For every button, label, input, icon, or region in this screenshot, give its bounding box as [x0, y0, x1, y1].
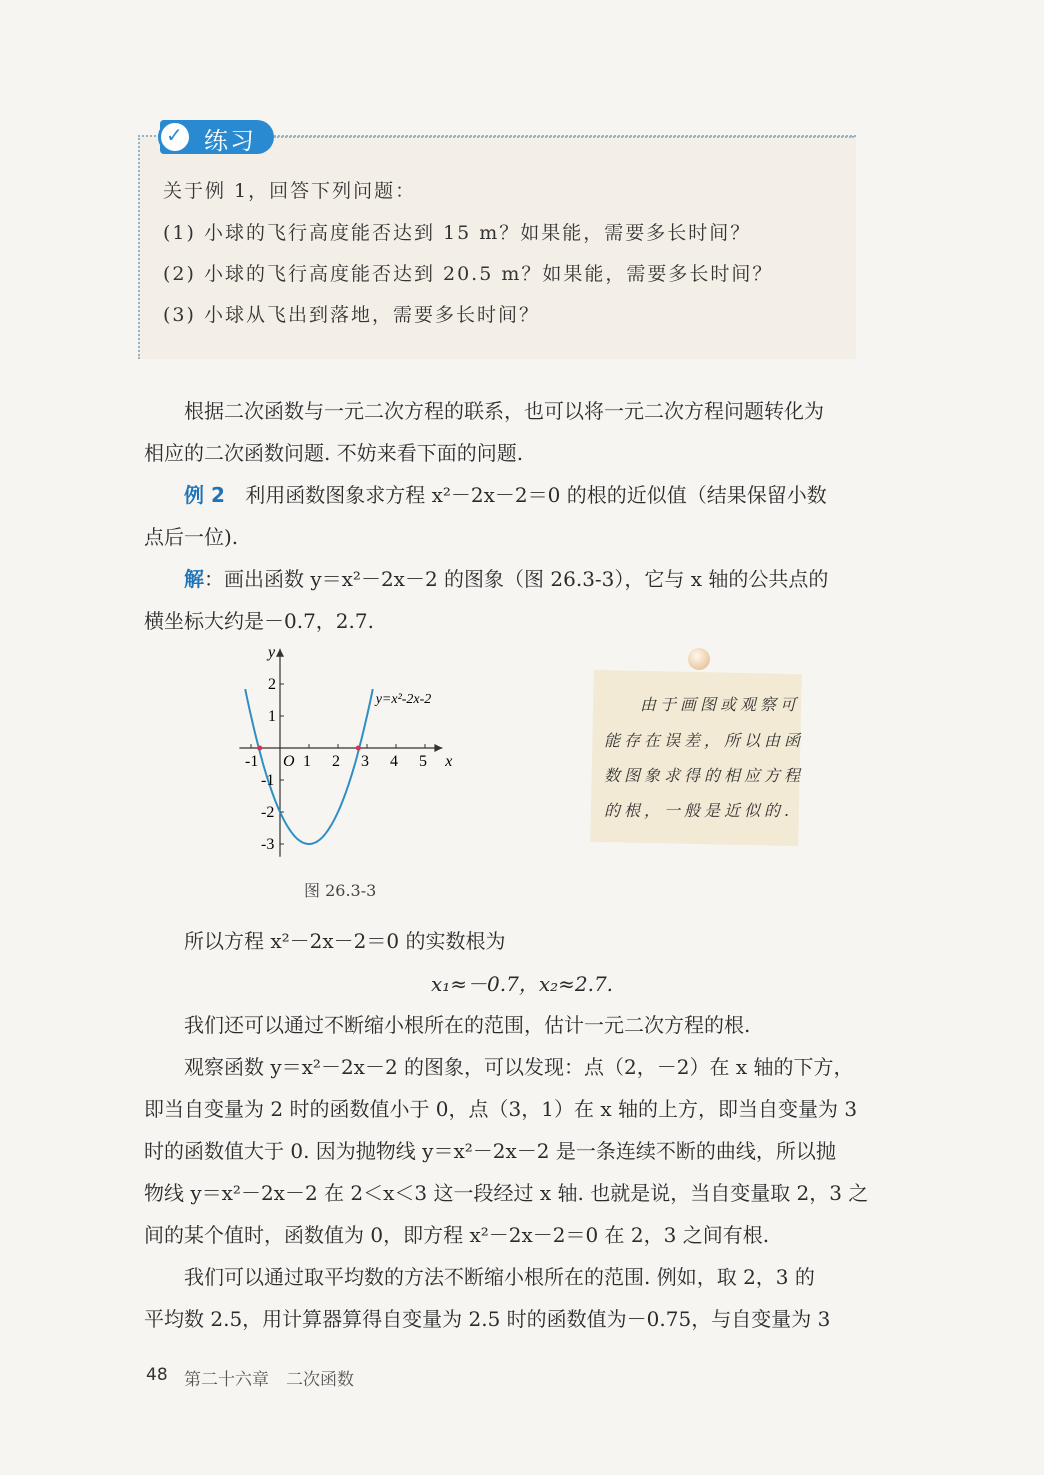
y-axis-label: y: [268, 643, 276, 661]
paragraph-5a: 我们可以通过取平均数的方法不断缩小根所在的范围. 例如，取 2，3 的: [184, 1265, 815, 1289]
figure-caption: 图 26.3-3: [304, 881, 377, 900]
solution-line-b: 横坐标大约是－0.7，2.7.: [144, 609, 374, 633]
paragraph-4b: 即当自变量为 2 时的函数值小于 0，点（3，1）在 x 轴的上方，即当自变量为 3: [144, 1097, 858, 1121]
exercise-title: 练习: [204, 127, 256, 155]
example-2-line-a: [144, 474, 898, 516]
x-tick-label: 5: [419, 753, 427, 770]
x-tick-label: 2: [332, 753, 340, 770]
pin-icon: [688, 648, 710, 670]
y-tick-label: -2: [261, 804, 275, 821]
parabola-graph: [220, 636, 460, 866]
paragraph-4a: 观察函数 y＝x²－2x－2 的图象，可以发现：点（2，－2）在 x 轴的下方，: [184, 1055, 854, 1079]
example-2-text-a: 利用函数图象求方程 x²－2x－2＝0 的根的近似值（结果保留小数: [245, 483, 827, 507]
paragraph-1b: 相应的二次函数问题. 不妨来看下面的问题.: [144, 441, 524, 465]
x-tick-label: 4: [390, 753, 398, 770]
x-tick-label: 3: [361, 753, 369, 770]
chapter-title: 第二十六章 二次函数: [184, 1370, 354, 1390]
y-tick-label: 1: [268, 708, 276, 725]
note-line-2: 能存在误差，所以由函: [604, 731, 805, 750]
exercise-question-2: (2) 小球的飞行高度能否达到 20.5 m？如果能，需要多长时间？: [163, 263, 774, 285]
y-tick-label: -1: [261, 772, 275, 789]
note-line-3: 数图象求得的相应方程: [604, 766, 805, 785]
origin-label: O: [283, 753, 295, 770]
y-tick-label: -3: [261, 836, 275, 853]
curve-label: y=x²-2x-2: [375, 692, 432, 708]
exercise-question-3: (3) 小球从飞出到落地，需要多长时间？: [163, 304, 540, 326]
roots-formula: x₁≈－0.7，x₂≈2.7.: [430, 972, 614, 996]
root-point: [356, 746, 361, 751]
exercise-question-1: (1) 小球的飞行高度能否达到 15 m？如果能，需要多长时间？: [163, 222, 752, 244]
y-tick-label: 2: [268, 676, 276, 693]
check-icon: ✓: [166, 123, 183, 147]
x-tick-label: 1: [303, 753, 311, 770]
paragraph-5b: 平均数 2.5，用计算器算得自变量为 2.5 时的函数值为－0.75，与自变量为 3: [144, 1307, 831, 1331]
paragraph-2: 所以方程 x²－2x－2＝0 的实数根为: [184, 929, 506, 953]
paragraph-4d: 物线 y＝x²－2x－2 在 2＜x＜3 这一段经过 x 轴. 也就是说，当自变量取 2，3 之: [144, 1181, 869, 1205]
x-axis-label: x: [445, 753, 453, 770]
exercise-intro: 关于例 1，回答下列问题：: [163, 180, 417, 202]
paragraph-4e: 间的某个值时，函数值为 0，即方程 x²－2x－2＝0 在 2，3 之间有根.: [144, 1223, 770, 1247]
y-axis-arrow-icon: [276, 649, 284, 657]
page-number: 48: [146, 1365, 168, 1385]
note-line-4: 的根，一般是近似的.: [604, 801, 794, 820]
paragraph-1a: 根据二次函数与一元二次方程的联系，也可以将一元二次方程问题转化为: [184, 399, 824, 423]
x-axis-arrow-icon: [434, 744, 442, 752]
example-2-label: 例 2: [184, 483, 225, 507]
exercise-dotted-line: [274, 136, 854, 138]
paragraph-3: 我们还可以通过不断缩小根所在的范围，估计一元二次方程的根.: [184, 1013, 751, 1037]
solution-label: 解: [184, 567, 204, 591]
root-point: [257, 746, 262, 751]
example-2-line-b: 点后一位).: [144, 525, 239, 549]
solution-text-a: ：画出函数 y＝x²－2x－2 的图象（图 26.3-3），它与 x 轴的公共点的: [204, 567, 829, 591]
solution-line-a: [144, 558, 898, 600]
x-tick-label: -1: [245, 753, 259, 770]
paragraph-4c: 时的函数值大于 0. 因为抛物线 y＝x²－2x－2 是一条连续不断的曲线，所以抛: [144, 1139, 836, 1163]
note-line-1: 由于画图或观察可: [640, 695, 801, 714]
